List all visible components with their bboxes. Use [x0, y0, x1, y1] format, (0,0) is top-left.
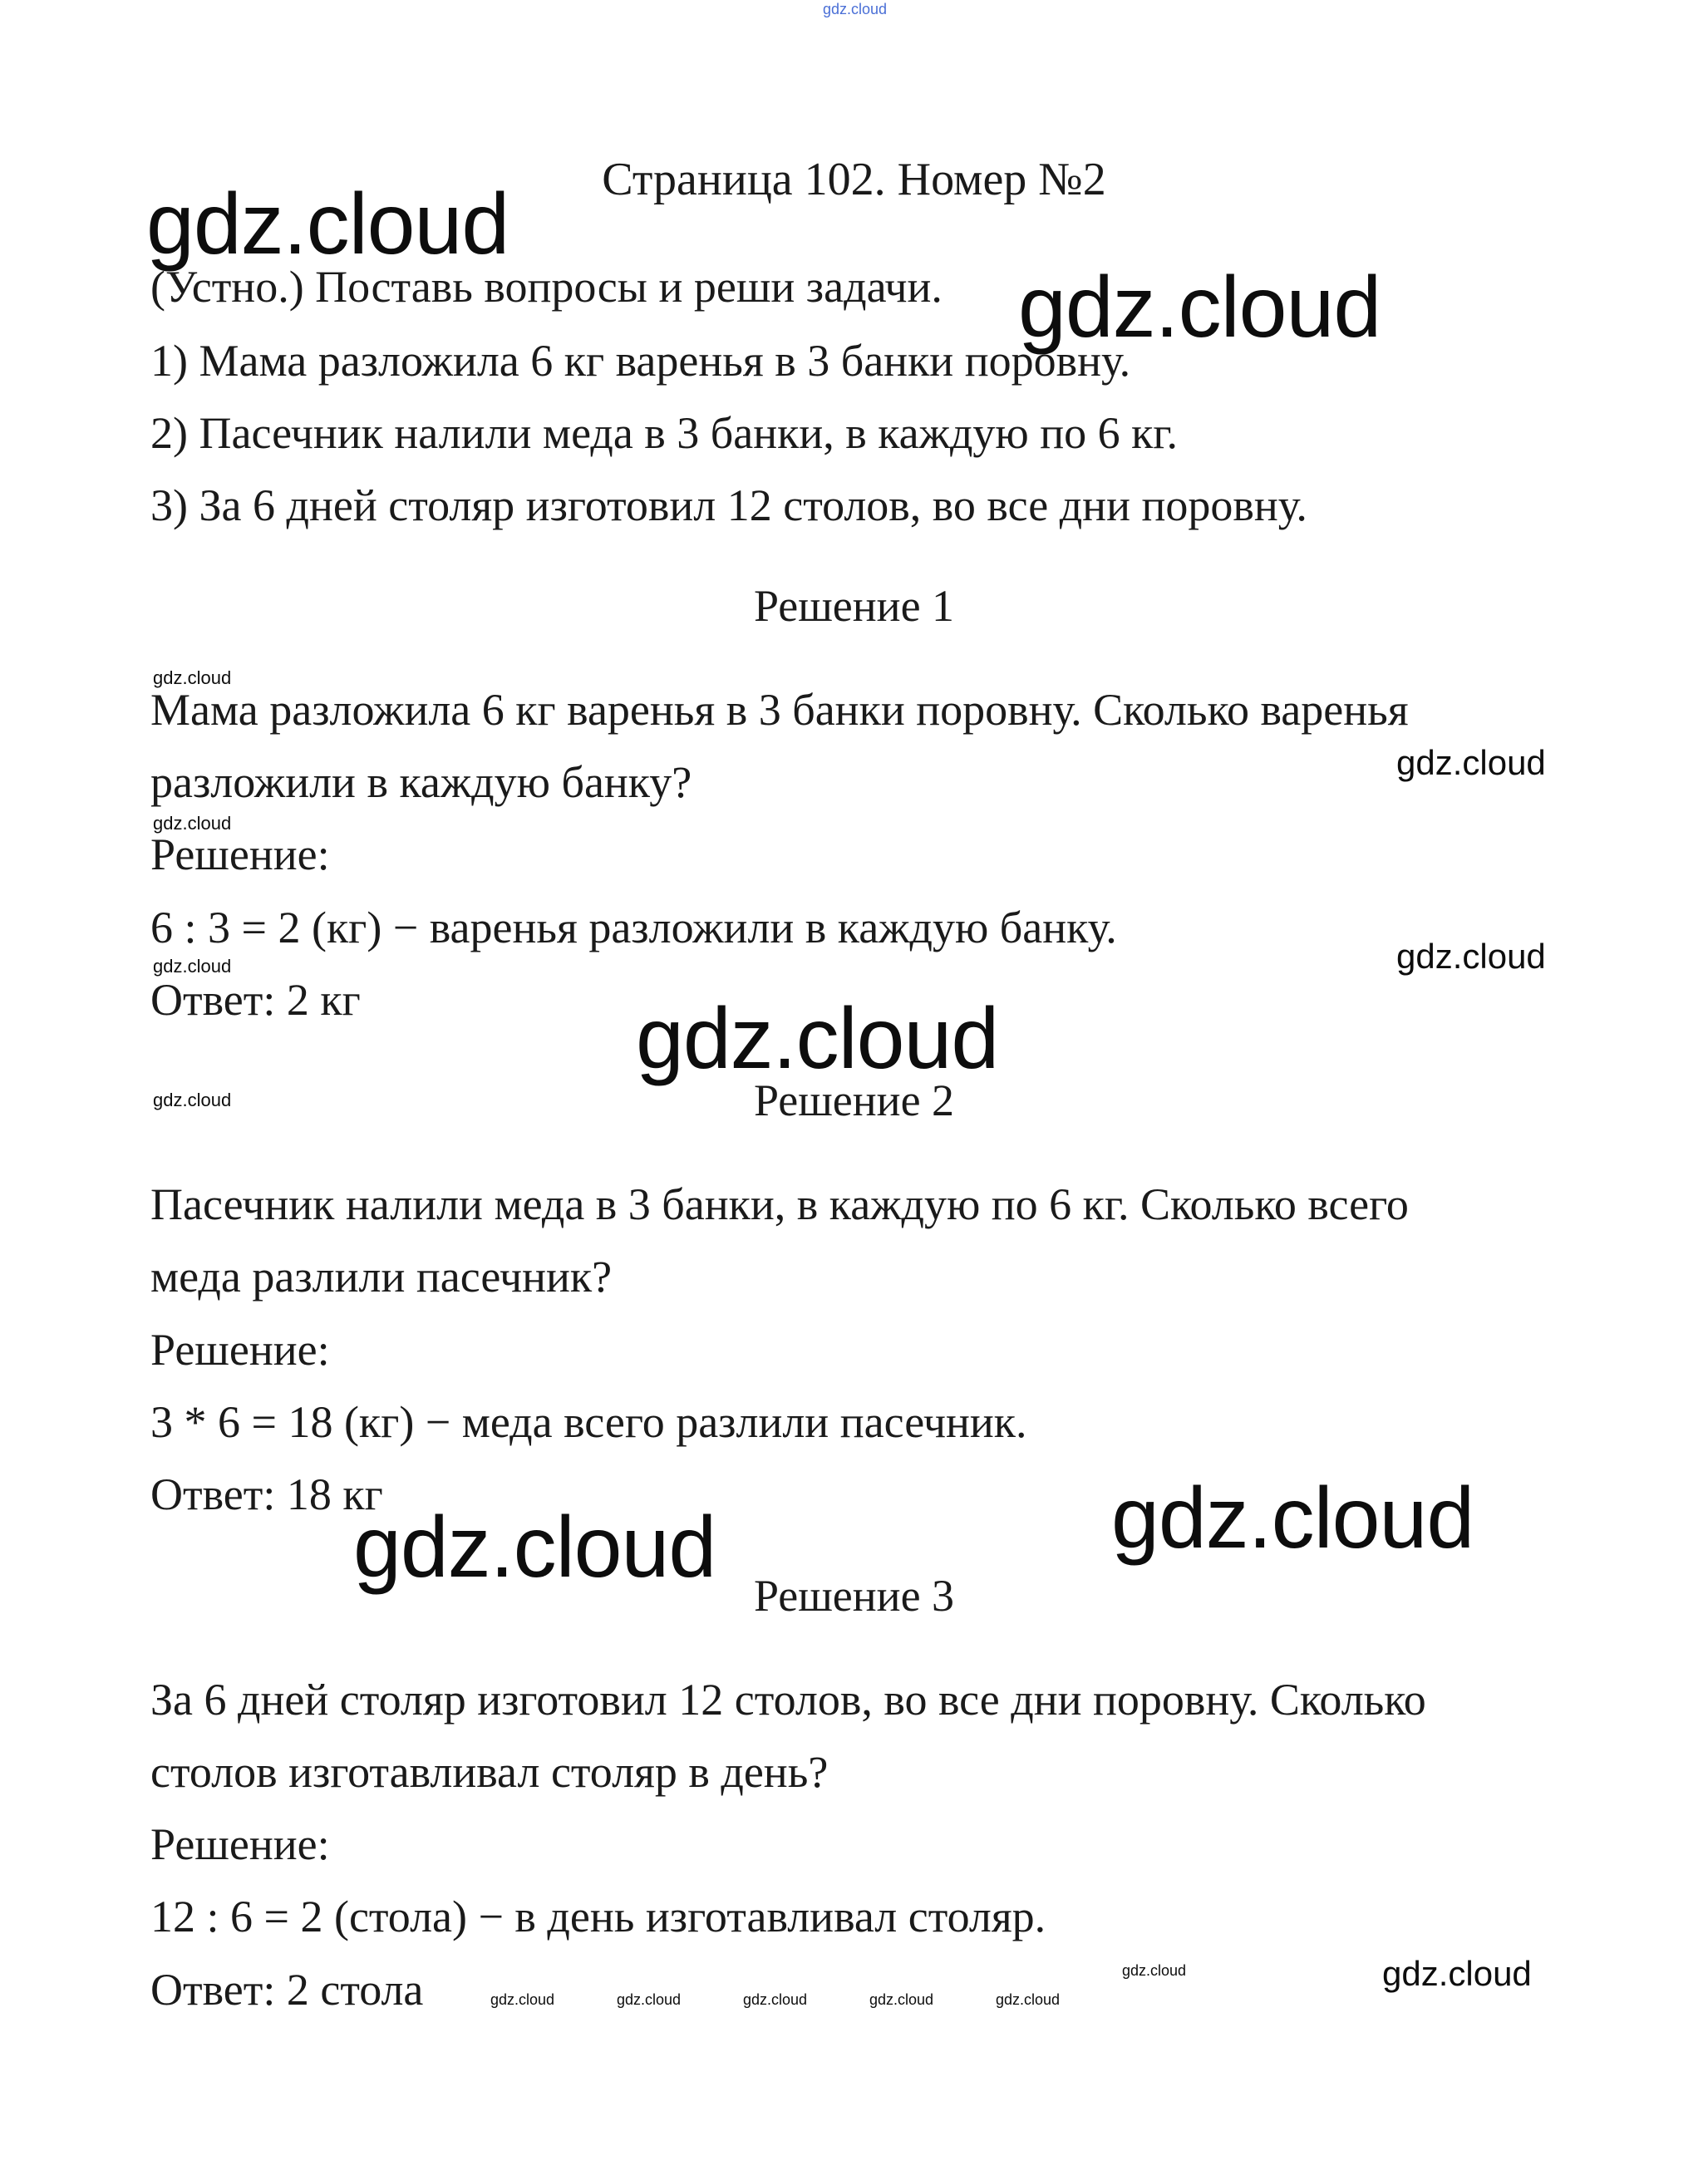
solution-1-calc: 6 : 3 = 2 (кг) − варенья разложили в каждую банку.: [150, 903, 1117, 952]
solution-3-calc: 12 : 6 = 2 (стола) − в день изготавливал столяр.: [150, 1892, 1046, 1941]
task-intro: (Устно.) Поставь вопросы и реши задачи.: [150, 262, 943, 312]
solution-2-heading: Решение 2: [753, 1075, 955, 1125]
solution-2-label: Решение:: [150, 1325, 330, 1375]
watermark-small: gdz.cloud: [153, 667, 232, 688]
solution-1-question-line-2: разложили в каждую банку?: [150, 757, 692, 807]
solution-1-heading: Решение 1: [753, 581, 955, 631]
task-item-3: 3) За 6 дней столяр изготовил 12 столов, во все дни поровну.: [150, 480, 1307, 530]
page-title: Страница 102. Номер №2: [602, 154, 1106, 205]
task-item-2: 2) Пасечник налили меда в 3 банки, в каждую по 6 кг.: [150, 408, 1178, 458]
solution-2-calc: 3 * 6 = 18 (кг) − меда всего разлили пасечник.: [150, 1397, 1027, 1447]
watermark-large: gdz.cloud: [146, 176, 509, 273]
solution-3-answer: Ответ: 2 стола: [150, 1965, 424, 2015]
watermark-large: gdz.cloud: [353, 1499, 716, 1596]
task-item-1: 1) Мама разложила 6 кг варенья в 3 банки поровну.: [150, 336, 1131, 386]
solution-3-heading: Решение 3: [753, 1571, 955, 1621]
watermark-tiny: gdz.cloud: [869, 1991, 934, 2008]
watermark-large: gdz.cloud: [1111, 1470, 1474, 1567]
solution-2-question-line-1: Пасечник налили меда в 3 банки, в каждую по 6 кг. Сколько всего: [150, 1179, 1409, 1229]
solution-1-question-line-1: Мама разложила 6 кг варенья в 3 банки поровну. Сколько варенья: [150, 685, 1409, 735]
solution-3-question-line-1: За 6 дней столяр изготовил 12 столов, во все дни поровну. Сколько: [150, 1675, 1426, 1725]
watermark-small: gdz.cloud: [153, 1090, 232, 1110]
solution-1-answer: Ответ: 2 кг: [150, 975, 361, 1025]
watermark-top: gdz.cloud: [823, 1, 888, 17]
solution-3-question-line-2: столов изготавливал столяр в день?: [150, 1747, 829, 1797]
watermark-large: gdz.cloud: [1018, 259, 1381, 356]
solution-2-answer: Ответ: 18 кг: [150, 1469, 383, 1519]
watermark-tiny: gdz.cloud: [743, 1991, 808, 2008]
watermark-medium: gdz.cloud: [1396, 743, 1546, 782]
solution-3-label: Решение:: [150, 1819, 330, 1869]
watermark-tiny: gdz.cloud: [1122, 1962, 1187, 1979]
watermark-medium: gdz.cloud: [1382, 1954, 1532, 1993]
watermark-tiny: gdz.cloud: [996, 1991, 1061, 2008]
watermark-small: gdz.cloud: [153, 956, 232, 977]
watermark-medium: gdz.cloud: [1396, 937, 1546, 976]
watermark-tiny: gdz.cloud: [617, 1991, 682, 2008]
solution-2-question-line-2: меда разлили пасечник?: [150, 1252, 613, 1302]
solution-1-label: Решение:: [150, 829, 330, 879]
watermark-tiny: gdz.cloud: [490, 1991, 555, 2008]
watermark-small: gdz.cloud: [153, 813, 232, 834]
watermark-large: gdz.cloud: [636, 991, 999, 1087]
